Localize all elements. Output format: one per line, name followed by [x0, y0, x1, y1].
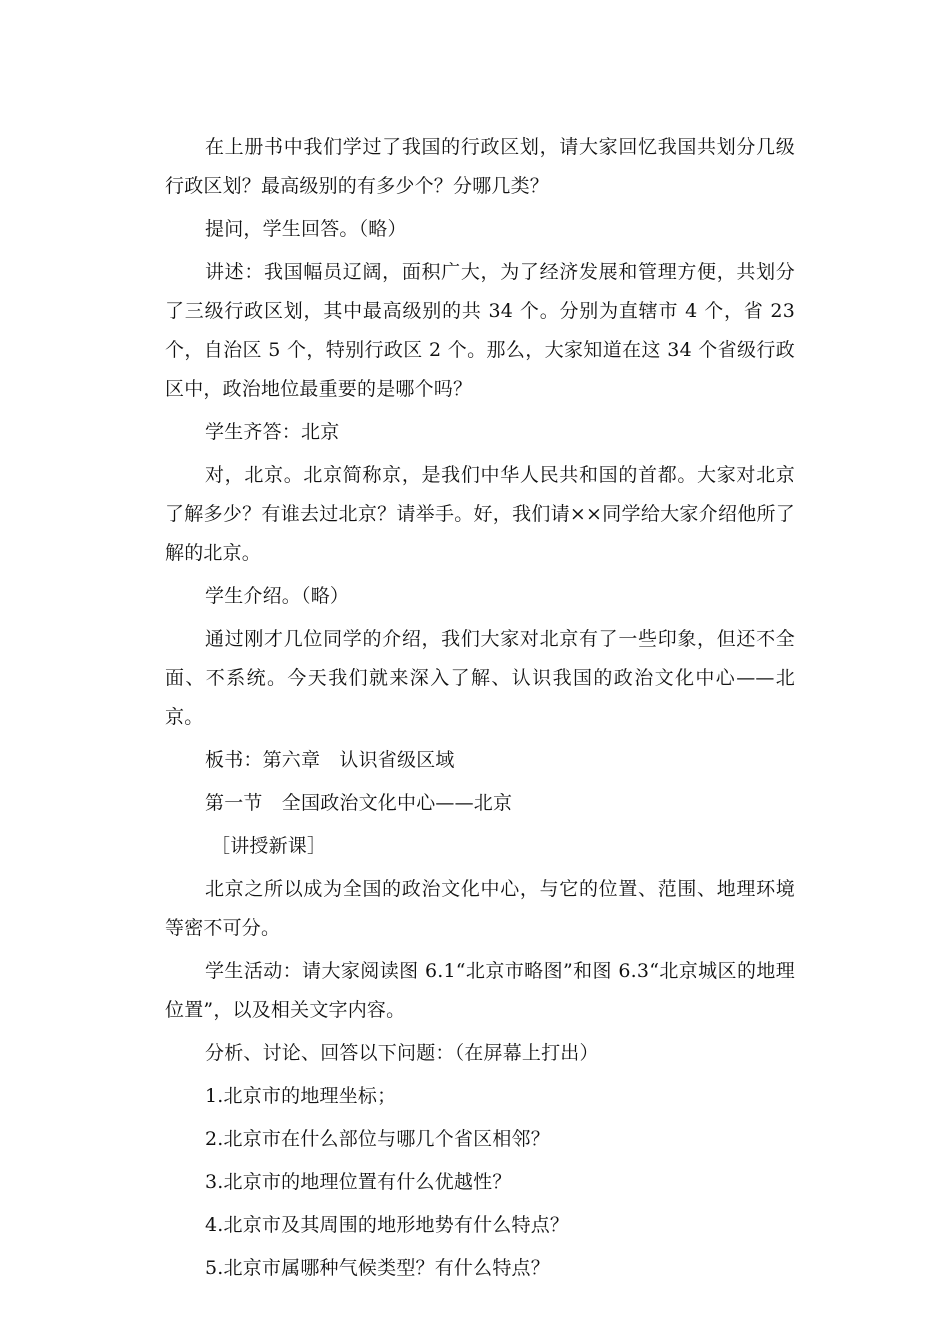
paragraph-beijing-intro: 对，北京。北京简称京，是我们中华人民共和国的首都。大家对北京了解多少？有谁去过北京？请举手。好，我们请××同学给大家介绍他所了解的北京。: [165, 464, 795, 564]
question-item: 5.北京市属哪种气候类型？有什么特点？: [205, 1257, 550, 1279]
paragraph-transition: 通过刚才几位同学的介绍，我们大家对北京有了一些印象，但还不全面、不系统。今天我们就来深入了解、认识我国的政治文化中心——北京。: [165, 628, 795, 728]
document-body: [165, 128, 795, 1292]
paragraph-students-introduce: 学生介绍。（略）: [205, 585, 350, 607]
question-item: 1.北京市的地理坐标；: [205, 1085, 397, 1107]
question-item: 4.北京市及其周围的地形地势有什么特点？: [205, 1214, 570, 1236]
paragraph-lecture-divisions: 讲述：我国幅员辽阔，面积广大，为了经济发展和管理方便，共划分了三级行政区划，其中最高级别的共 34 个。分别为直辖市 4 个，省 23 个，自治区 5 个，特别行政区 2 个。那么，大家知道在这 34 个省级行政区中，政治地位最重要的是哪个吗？: [165, 261, 795, 400]
new-lesson-heading: ［讲授新课］: [211, 835, 327, 857]
paragraph-students-reply: 学生齐答：北京: [205, 421, 340, 443]
paragraph-students-answer: 提问，学生回答。（略）: [205, 218, 407, 240]
paragraph-discussion-prompt: 分析、讨论、回答以下问题：（在屏幕上打出）: [205, 1042, 599, 1064]
paragraph-review-question: 在上册书中我们学过了我国的行政区划，请大家回忆我国共划分几级行政区划？最高级别的有多少个？分哪几类？: [165, 136, 795, 197]
question-item: 2.北京市在什么部位与哪几个省区相邻？: [205, 1128, 550, 1150]
paragraph-student-activity: 学生活动：请大家阅读图 6.1“北京市略图”和图 6.3“北京城区的地理位置”，以及相关文字内容。: [165, 960, 795, 1021]
blackboard-chapter: 板书：第六章 认识省级区域: [205, 749, 455, 771]
question-item: 3.北京市的地理位置有什么优越性？: [205, 1171, 512, 1193]
paragraph-beijing-center: 北京之所以成为全国的政治文化中心，与它的位置、范围、地理环境等密不可分。: [165, 878, 795, 939]
blackboard-section: 第一节 全国政治文化中心——北京: [205, 792, 513, 814]
